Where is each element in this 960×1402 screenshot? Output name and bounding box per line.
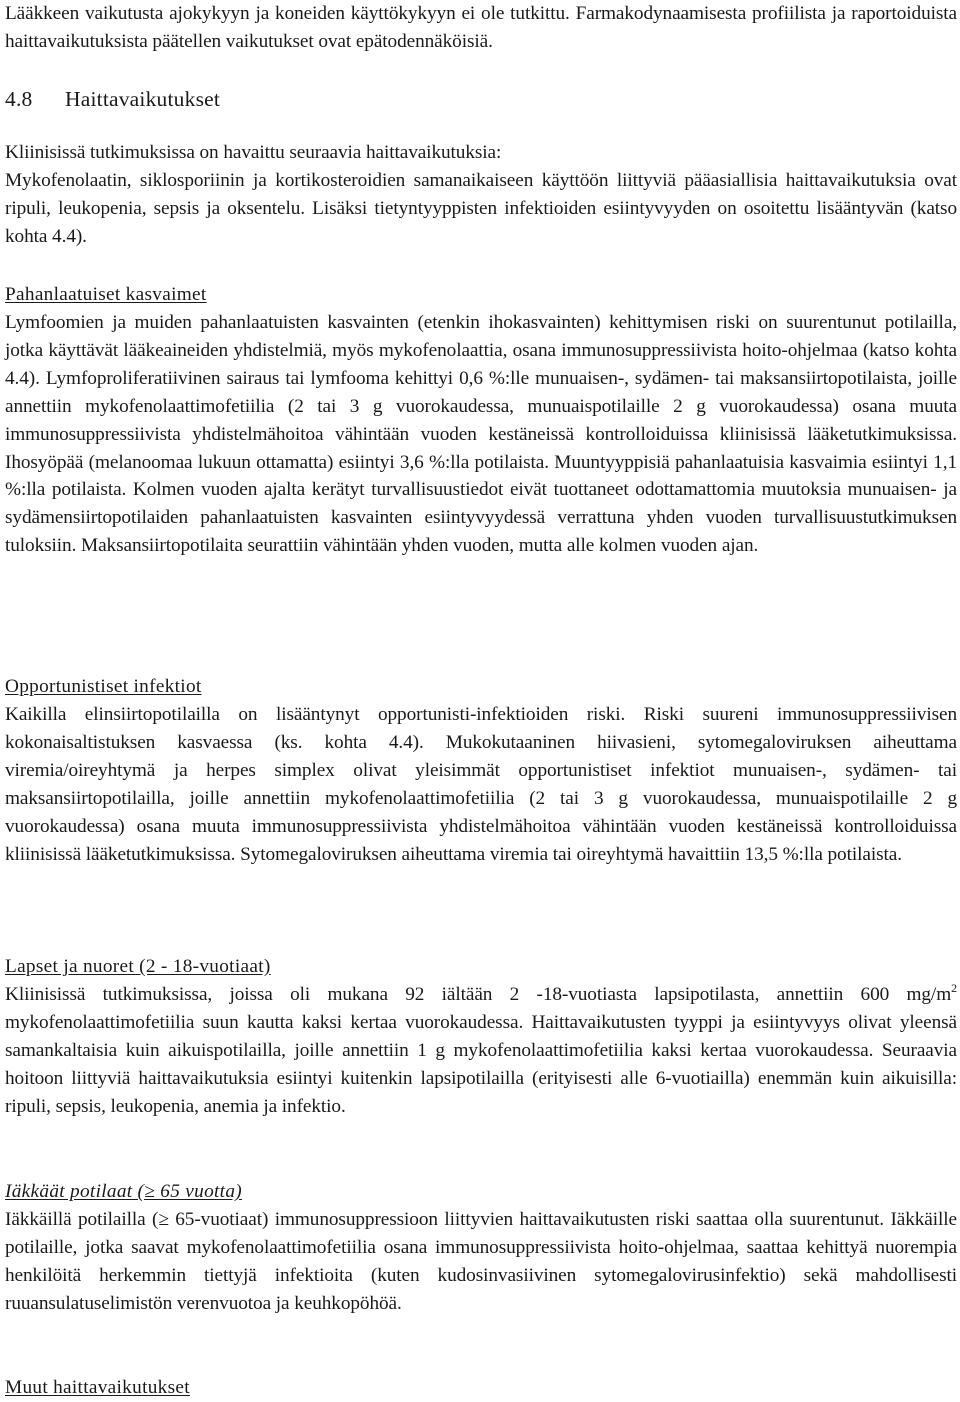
elderly-heading: Iäkkäät potilaat (≥ 65 vuotta)	[5, 1181, 242, 1202]
intro-paragraph: Lääkkeen vaikutusta ajokykyyn ja koneiden käyttökykyyn ei ole tutkittu. Farmakodynaamisesta profiilista ja raportoiduista haittavaikutuksista päätellen vaikutukset ovat epätodennäköisiä.	[5, 3, 957, 52]
children-text-a: Kliinisissä tutkimuksissa, joissa oli mukana 92 iältään 2 -18-vuotiasta lapsipotilasta, annettiin 600 mg/m	[5, 984, 952, 1005]
infections-paragraph: Kaikilla elinsiirtopotilailla on lisääntynyt opportunisti-infektioiden riski. Riski suureni immunosuppressiivisen kokonaisaltistuksen kasvaessa (ks. kohta 4.4). Mukokutaaninen hiivasieni, sytomegaloviruksen aiheuttama viremia/oireyhtymä ja herpes simplex olivat yleisimmät opportunistiset infektiot munuaisen-, sydämen- tai maksansiirtopotilailla, joille annettiin mykofenolaattimofetiilia (2 tai 3 g vuorokaudessa, munuaispotilaille 2 g vuorokaudessa) osana muuta immunosuppressiivista yhdistelmähoitoa vähintään vuoden kestäneissä kontrolloiduissa kliinisissä lääketutkimuksissa. Sytomegaloviruksen aiheuttama viremia tai oireyhtymä havaittiin 13,5 %:lla potilaista.	[5, 704, 957, 865]
children-paragraph	[5, 981, 957, 1121]
infections-heading: Opportunistiset infektiot	[5, 676, 202, 697]
children-superscript: 2	[951, 981, 957, 995]
other-heading: Muut haittavaikutukset	[5, 1377, 190, 1398]
children-heading: Lapset ja nuoret (2 - 18-vuotiaat)	[5, 956, 271, 977]
section-number: 4.8	[5, 87, 33, 111]
section-lead: Kliinisissä tutkimuksissa on havaittu seuraavia haittavaikutuksia:	[5, 142, 502, 163]
section-main-paragraph: Mykofenolaatin, siklosporiinin ja kortikosteroidien samanaikaiseen käyttöön liittyviä pääasiallisia haittavaikutuksia ovat ripuli, leukopenia, sepsis ja oksentelu. Lisäksi tietyntyyppisten infektioiden esiintyvyyden on osoitettu lisääntyvän (katso kohta 4.4).	[5, 170, 957, 247]
malignancies-heading: Pahanlaatuiset kasvaimet	[5, 284, 207, 305]
section-heading	[5, 85, 220, 113]
malignancies-paragraph: Lymfoomien ja muiden pahanlaatuisten kasvainten (etenkin ihokasvainten) kehittymisen riski on suurentunut potilailla, jotka käyttävät lääkeaineiden yhdistelmiä, myös mykofenolaattia, osana immunosuppressiivista hoito-ohjelmaa (katso kohta 4.4). Lymfoproliferatiivinen sairaus tai lymfooma kehittyi 0,6 %:lle munuaisen-, sydämen- tai maksansiirtopotilaista, joille annettiin mykofenolaattimofetiilia (2 tai 3 g vuorokaudessa, munuaispotilaille 2 g vuorokaudessa) osana muuta immunosuppressiivista yhdistelmähoitoa vähintään vuoden kestäneissä kontrolloiduissa kliinisissä lääketutkimuksissa. Ihosyöpää (melanoomaa lukuun ottamatta) esiintyi 3,6 %:lla potilaista. Muuntyyppisiä pahanlaatuisia kasvaimia esiintyi 1,1 %:lla potilaista. Kolmen vuoden ajalta kerätyt turvallisuustiedot eivät tuottaneet odottamattomia muutoksia munuaisen- ja sydämensiirtopotilaiden pahanlaatuisten kasvainten esiintyvyydessä verrattuna yhden vuoden turvallisuustutkimuksen tuloksiin. Maksansiirtopotilaita seurattiin vähintään yhden vuoden, mutta alle kolmen vuoden ajan.	[5, 312, 957, 557]
elderly-paragraph: Iäkkäillä potilailla (≥ 65-vuotiaat) immunosuppressioon liittyvien haittavaikutusten riski saattaa olla suurentunut. Iäkkäille potilaille, jotka saavat mykofenolaattimofetiilia osana immunosuppressiivista hoito-ohjelmaa, saattaa kehittyä nuorempia henkilöitä herkemmin tiettyjä infektioita (kuten kudosinvasiivinen sytomegalovirusinfektio) sekä mahdollisesti ruuansulatuselimistön verenvuotoa ja keuhkopöhöä.	[5, 1209, 957, 1314]
section-title: Haittavaikutukset	[65, 87, 221, 111]
children-text-b: mykofenolaattimofetiilia suun kautta kaksi kertaa vuorokaudessa. Haittavaikutusten tyyppi ja esiintyvyys olivat yleensä samankaltaisia kuin aikuispotilailla, joille annettiin 1 g mykofenolaattimofetiilia kaksi kertaa vuorokaudessa. Seuraavia hoitoon liittyviä haittavaikutuksia esiintyi kuitenkin lapsipotilailla (erityisesti alle 6-vuotiailla) enemmän kuin aikuisilla: ripuli, sepsis, leukopenia, anemia ja infektio.	[5, 1011, 957, 1117]
